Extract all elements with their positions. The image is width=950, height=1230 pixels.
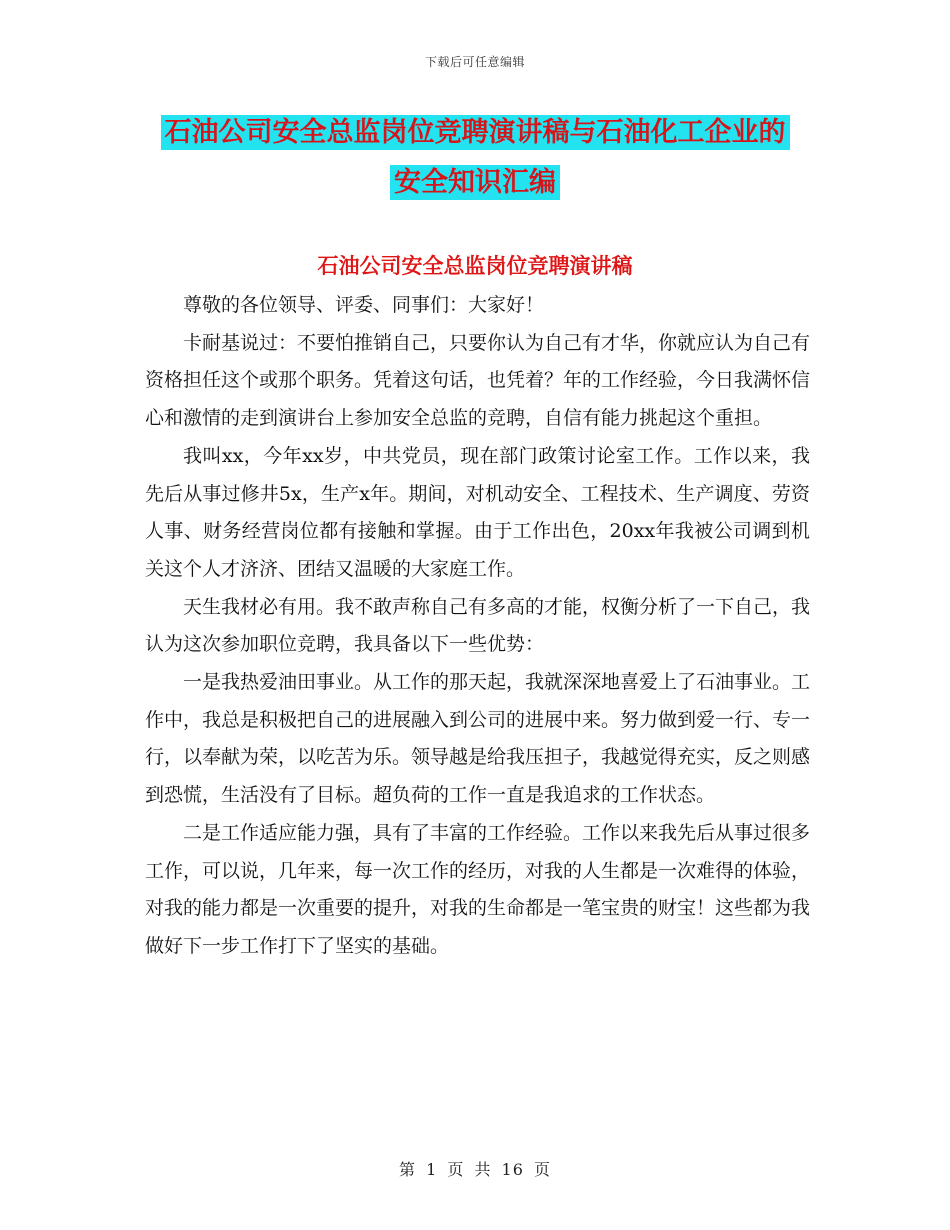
document-title	[140, 108, 810, 208]
body-text	[145, 287, 810, 966]
paragraph: 尊敬的各位领导、评委、同事们：大家好！	[183, 294, 545, 316]
document-title-line-2: 安全知识汇编	[390, 165, 560, 200]
paragraph: 我叫xx，今年xx岁，中共党员，现在部门政策讨论室工作。工作以来，我先后从事过修井5x，生产x年。期间，对机动安全、工程技术、生产调度、劳资人事、财务经营岗位都有接触和掌握。由于工作出色，20xx年我被公司调到机关这个人才济济、团结又温暖的大家庭工作。	[145, 444, 810, 580]
paragraph: 卡耐基说过：不要怕推销自己，只要你认为自己有才华，你就应认为自己有资格担任这个或那个职务。凭着这句话，也凭着？年的工作经验，今日我满怀信心和激情的走到演讲台上参加安全总监的竞聘，自信有能力挑起这个重担。	[145, 331, 811, 430]
paragraph: 一是我热爱油田事业。从工作的那天起，我就深深地喜爱上了石油事业。工作中，我总是积极把自己的进展融入到公司的进展中来。努力做到爱一行、专一行，以奉献为荣，以吃苦为乐。领导越是给我压担子，我越觉得充实，反之则感到恐慌，生活没有了目标。超负荷的工作一直是我追求的工作状态。	[145, 671, 811, 807]
section-title: 石油公司安全总监岗位竞聘演讲稿	[317, 254, 633, 278]
header-note: 下载后可任意编辑	[424, 55, 525, 69]
paragraph: 天生我材必有用。我不敢声称自己有多高的才能，权衡分析了一下自己，我认为这次参加职位竞聘，我具备以下一些优势：	[145, 595, 811, 656]
document-title-line-1: 石油公司安全总监岗位竞聘演讲稿与石油化工企业的	[161, 115, 790, 150]
page-footer: 第 1 页 共 16 页	[399, 1160, 551, 1179]
paragraph: 二是工作适应能力强，具有了丰富的工作经验。工作以来我先后从事过很多工作，可以说，几年来，每一次工作的经历，对我的人生都是一次难得的体验，对我的能力都是一次重要的提升，对我的生命都是一笔宝贵的财宝！这些都为我做好下一步工作打下了坚实的基础。	[145, 821, 811, 957]
